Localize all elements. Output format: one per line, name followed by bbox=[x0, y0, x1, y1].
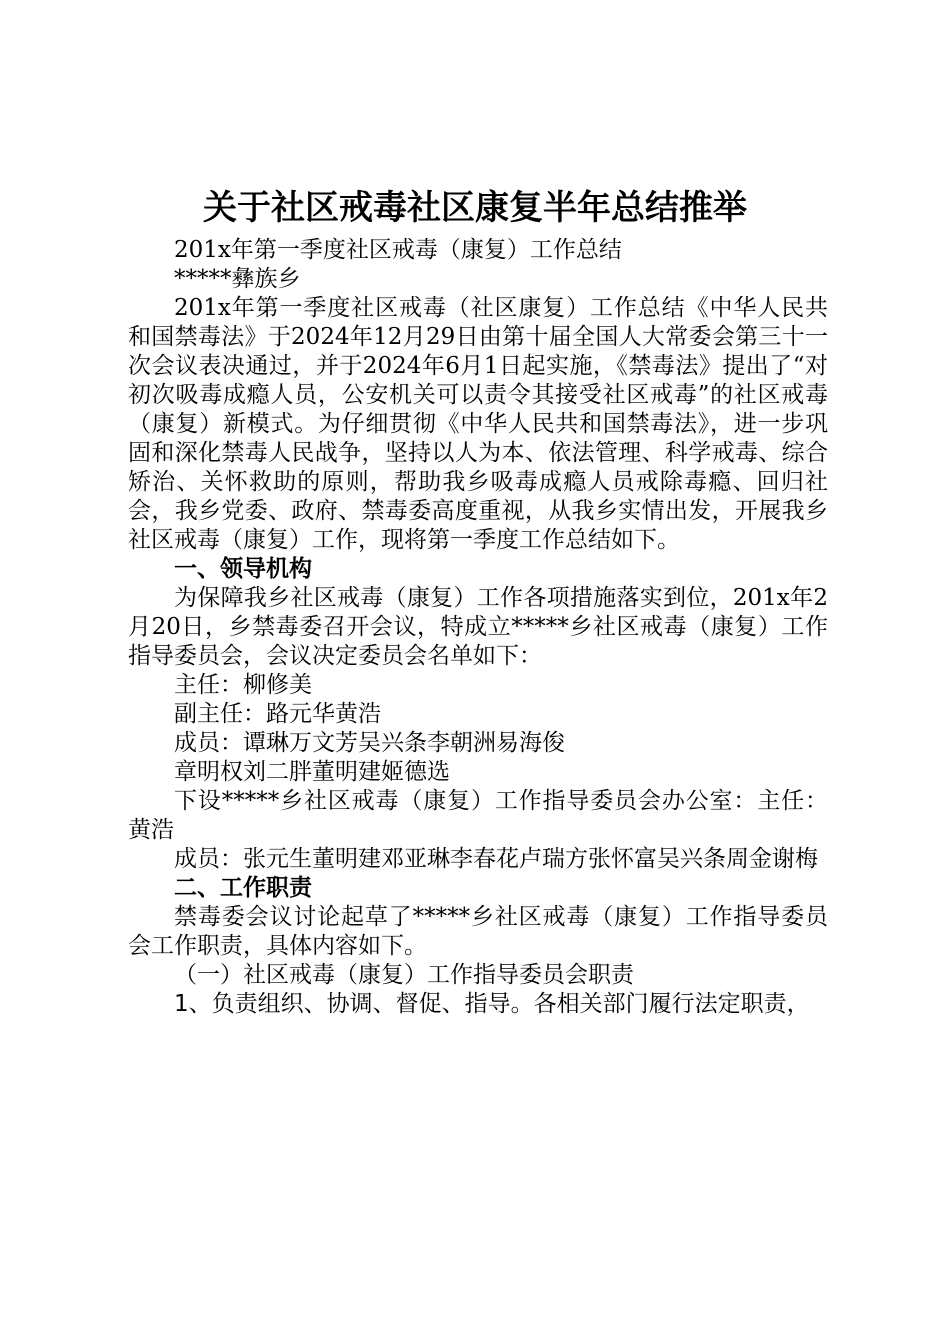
members-line-continued: 章明权刘二胖董明建姬德选 bbox=[174, 759, 450, 785]
document-title: 关于社区戒毒社区康复半年总结推举 bbox=[203, 188, 747, 228]
deputy-director-line: 副主任：路元华黄浩 bbox=[174, 701, 381, 727]
intro-paragraph: 201x年第一季度社区戒毒（社区康复）工作总结《中华人民共和国禁毒法》于2024年12月29日由第十届全国人大常委会第三十一次会议表决通过，并于2024年6月1日起实施，《禁毒法》提出了“对初次吸毒成瘾人员，公安机关可以责令其接受社区戒毒”的社区戒毒（康复）新模式。为仔细贯彻《中华人民共和国禁毒法》，进一步巩固和深化禁毒人民战争，坚持以人为本、依法管理、科学戒毒、综合矫治、关怀救助的原则，帮助我乡吸毒成瘾人员戒除毒瘾、回归社会，我乡党委、政府、禁毒委高度重视，从我乡实情出发，开展我乡社区戒毒（康复）工作，现将第一季度工作总结如下。 bbox=[128, 295, 828, 553]
duty-item-1-lead: 1、负责组织、协调、督促、指导。 bbox=[174, 991, 534, 1017]
duties-paragraph: 禁毒委会议讨论起草了*****乡社区戒毒（康复）工作指导委员会工作职责，具体内容如下。 bbox=[128, 904, 828, 959]
document-body bbox=[128, 236, 828, 1019]
sub-heading-committee-duties: （一）社区戒毒（康复）工作指导委员会职责 bbox=[174, 962, 634, 988]
office-line: 下设*****乡社区戒毒（康复）工作指导委员会办公室：主任：黄浩 bbox=[128, 788, 828, 843]
director-line: 主任：柳修美 bbox=[174, 672, 312, 698]
leadership-paragraph: 为保障我乡社区戒毒（康复）工作各项措施落实到位，201x年2月20日，乡禁毒委召开会议，特成立*****乡社区戒毒（康复）工作指导委员会，会议决定委员会名单如下： bbox=[128, 585, 828, 669]
members-line: 成员：谭琳万文芳吴兴条李朝洲易海俊 bbox=[174, 730, 565, 756]
subtitle-paragraph: 201x年第一季度社区戒毒（康复）工作总结 bbox=[174, 237, 622, 263]
author-paragraph: *****彝族乡 bbox=[174, 266, 301, 292]
duty-item-1 bbox=[128, 990, 828, 1019]
section-heading-duties: 二、工作职责 bbox=[174, 875, 312, 901]
duty-item-1-text: 各相关部门履行法定职责， bbox=[533, 991, 810, 1017]
office-members-line: 成员：张元生董明建邓亚琳李春花卢瑞方张怀富吴兴条周金谢梅 bbox=[174, 846, 818, 872]
section-heading-leadership: 一、领导机构 bbox=[174, 556, 312, 582]
